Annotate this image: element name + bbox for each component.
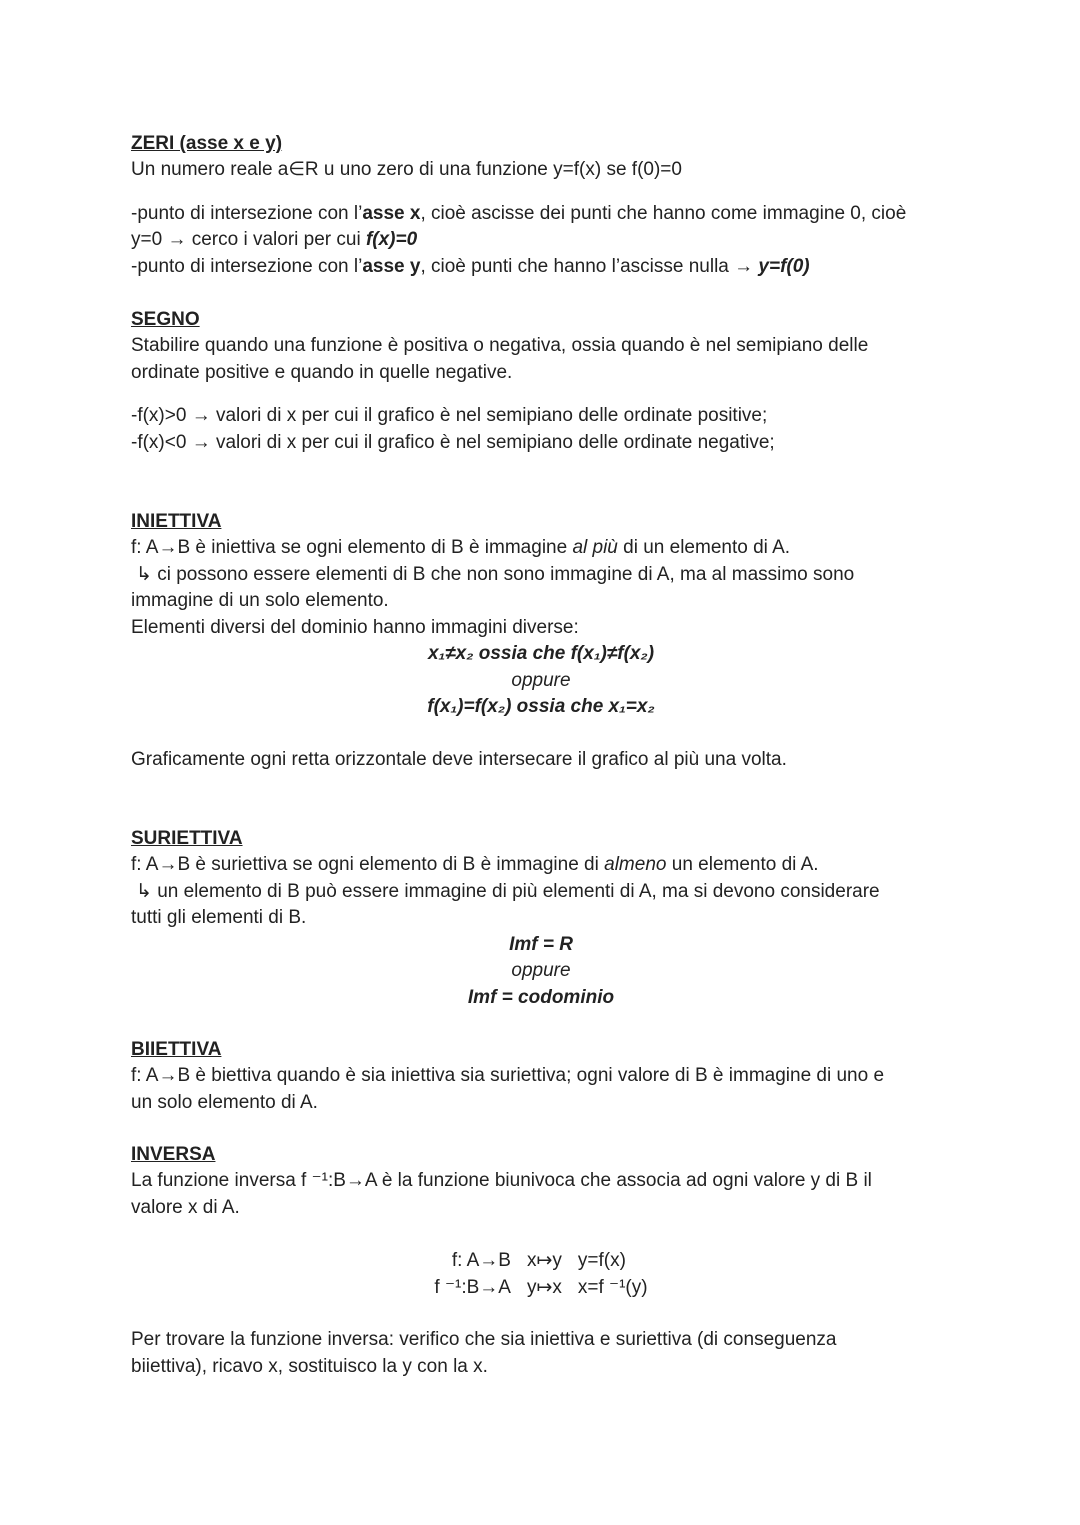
segno-positive: -f(x)>0 → valori di x per cui il grafico è nel semipiano delle ordinate positive;: [131, 405, 768, 426]
text: f: A→B è suriettiva se ogni elemento di B è immagine di: [131, 854, 605, 875]
section-biiettiva: [131, 1037, 971, 1116]
suriettiva-note-2: tutti gli elementi di B.: [131, 907, 307, 928]
inversa-method-2: biiettiva), ricavo x, sostituisco la y con la x.: [131, 1355, 488, 1377]
text: di un elemento di A.: [617, 537, 791, 558]
text-italic: almeno: [604, 854, 667, 875]
segno-definition-2: ordinate positive e quando in quelle negative.: [131, 361, 513, 383]
segno-negative: -f(x)<0 → valori di x per cui il grafico è nel semipiano delle ordinate negative;: [131, 431, 775, 453]
cell: x=f ⁻¹(y): [577, 1276, 648, 1298]
cell: y↦x: [526, 1276, 562, 1298]
zeri-x-line-1: [131, 201, 971, 228]
text: un elemento di A.: [666, 854, 819, 875]
text: , cioè ascisse dei punti che hanno come immagine 0, cioè: [420, 202, 907, 224]
iniettiva-different-elements: Elementi diversi del dominio hanno immagini diverse:: [131, 616, 579, 638]
heading-inversa: INVERSA: [131, 1144, 216, 1165]
section-iniettiva: [131, 509, 971, 773]
text: -punto di intersezione con l’: [131, 255, 363, 277]
suriettiva-or: oppure: [511, 960, 571, 981]
text-bold: asse x: [362, 202, 421, 224]
iniettiva-note-2: immagine di un solo elemento.: [131, 590, 389, 611]
section-suriettiva: [131, 826, 971, 1011]
iniettiva-graph-rule: Graficamente ogni retta orizzontale deve intersecare il grafico al più una volta.: [131, 748, 787, 770]
zeri-definition: Un numero reale a∈R u uno zero di una funzione y=f(x) se f(0)=0: [131, 159, 682, 180]
inversa-definition-2: valore x di A.: [131, 1196, 240, 1218]
text: , cioè punti che hanno l’ascisse nulla →: [420, 255, 759, 277]
biiettiva-definition-2: un solo elemento di A.: [131, 1091, 318, 1113]
section-zeri: [131, 131, 971, 280]
iniettiva-formula-1: x₁≠x₂ ossia che f(x₁)≠f(x₂): [427, 643, 655, 664]
suriettiva-note-1: ↳ un elemento di B può essere immagine di più elementi di A, ma si devono considerare: [136, 880, 880, 902]
cell: x↦y: [526, 1250, 562, 1271]
heading-biiettiva: BIIETTIVA: [131, 1039, 222, 1060]
segno-definition-1: Stabilire quando una funzione è positiva o negativa, ossia quando è nel semipiano delle: [131, 335, 869, 356]
zeri-x-line-2: [131, 227, 971, 254]
heading-iniettiva: INIETTIVA: [131, 511, 222, 532]
text-bold-italic: f(x)=0: [365, 229, 418, 250]
iniettiva-note-1: ↳ ci possono essere elementi di B che non sono immagine di A, ma al massimo sono: [136, 563, 855, 585]
biiettiva-definition-1: f: A→B è biettiva quando è sia iniettiva sia suriettiva; ogni valore di B è immagine di uno e: [131, 1065, 885, 1086]
text: -punto di intersezione con l’: [131, 202, 363, 224]
document-page: [131, 131, 971, 1380]
cell: f: A→B: [451, 1250, 511, 1271]
text-bold-italic: y=f(0): [758, 255, 810, 277]
iniettiva-definition: [131, 535, 971, 562]
inversa-method-1: Per trovare la funzione inversa: verifico che sia iniettiva e suriettiva (di conseguenza: [131, 1329, 837, 1350]
inversa-definition-1: La funzione inversa f ⁻¹:B→A è la funzione biunivoca che associa ad ogni valore y di B il: [131, 1170, 872, 1191]
text-italic: al più: [572, 537, 618, 558]
heading-zeri: ZERI (asse x e y): [131, 133, 283, 154]
inversa-row-inverse: [426, 1275, 655, 1302]
inversa-formula-table: [426, 1248, 655, 1301]
inversa-row-direct: [426, 1248, 655, 1275]
suriettiva-formula-1: Imf = R: [509, 933, 573, 955]
text: y=0 → cerco i valori per cui: [131, 229, 366, 250]
iniettiva-or: oppure: [511, 669, 571, 691]
section-inversa: [131, 1142, 971, 1380]
suriettiva-definition: [131, 852, 971, 879]
inversa-formula-grid: [131, 1248, 951, 1301]
text-bold: asse y: [362, 255, 421, 277]
iniettiva-formula-2: f(x₁)=f(x₂) ossia che x₁=x₂: [427, 696, 655, 717]
heading-segno: SEGNO: [131, 309, 200, 330]
section-segno: [131, 307, 971, 456]
zeri-y-line: [131, 254, 971, 281]
cell: y=f(x): [577, 1250, 626, 1271]
cell: f ⁻¹:B→A: [434, 1276, 511, 1298]
text: f: A→B è iniettiva se ogni elemento di B è immagine: [131, 537, 573, 558]
heading-suriettiva: SURIETTIVA: [131, 828, 243, 849]
suriettiva-formula-2: Imf = codominio: [467, 986, 615, 1008]
